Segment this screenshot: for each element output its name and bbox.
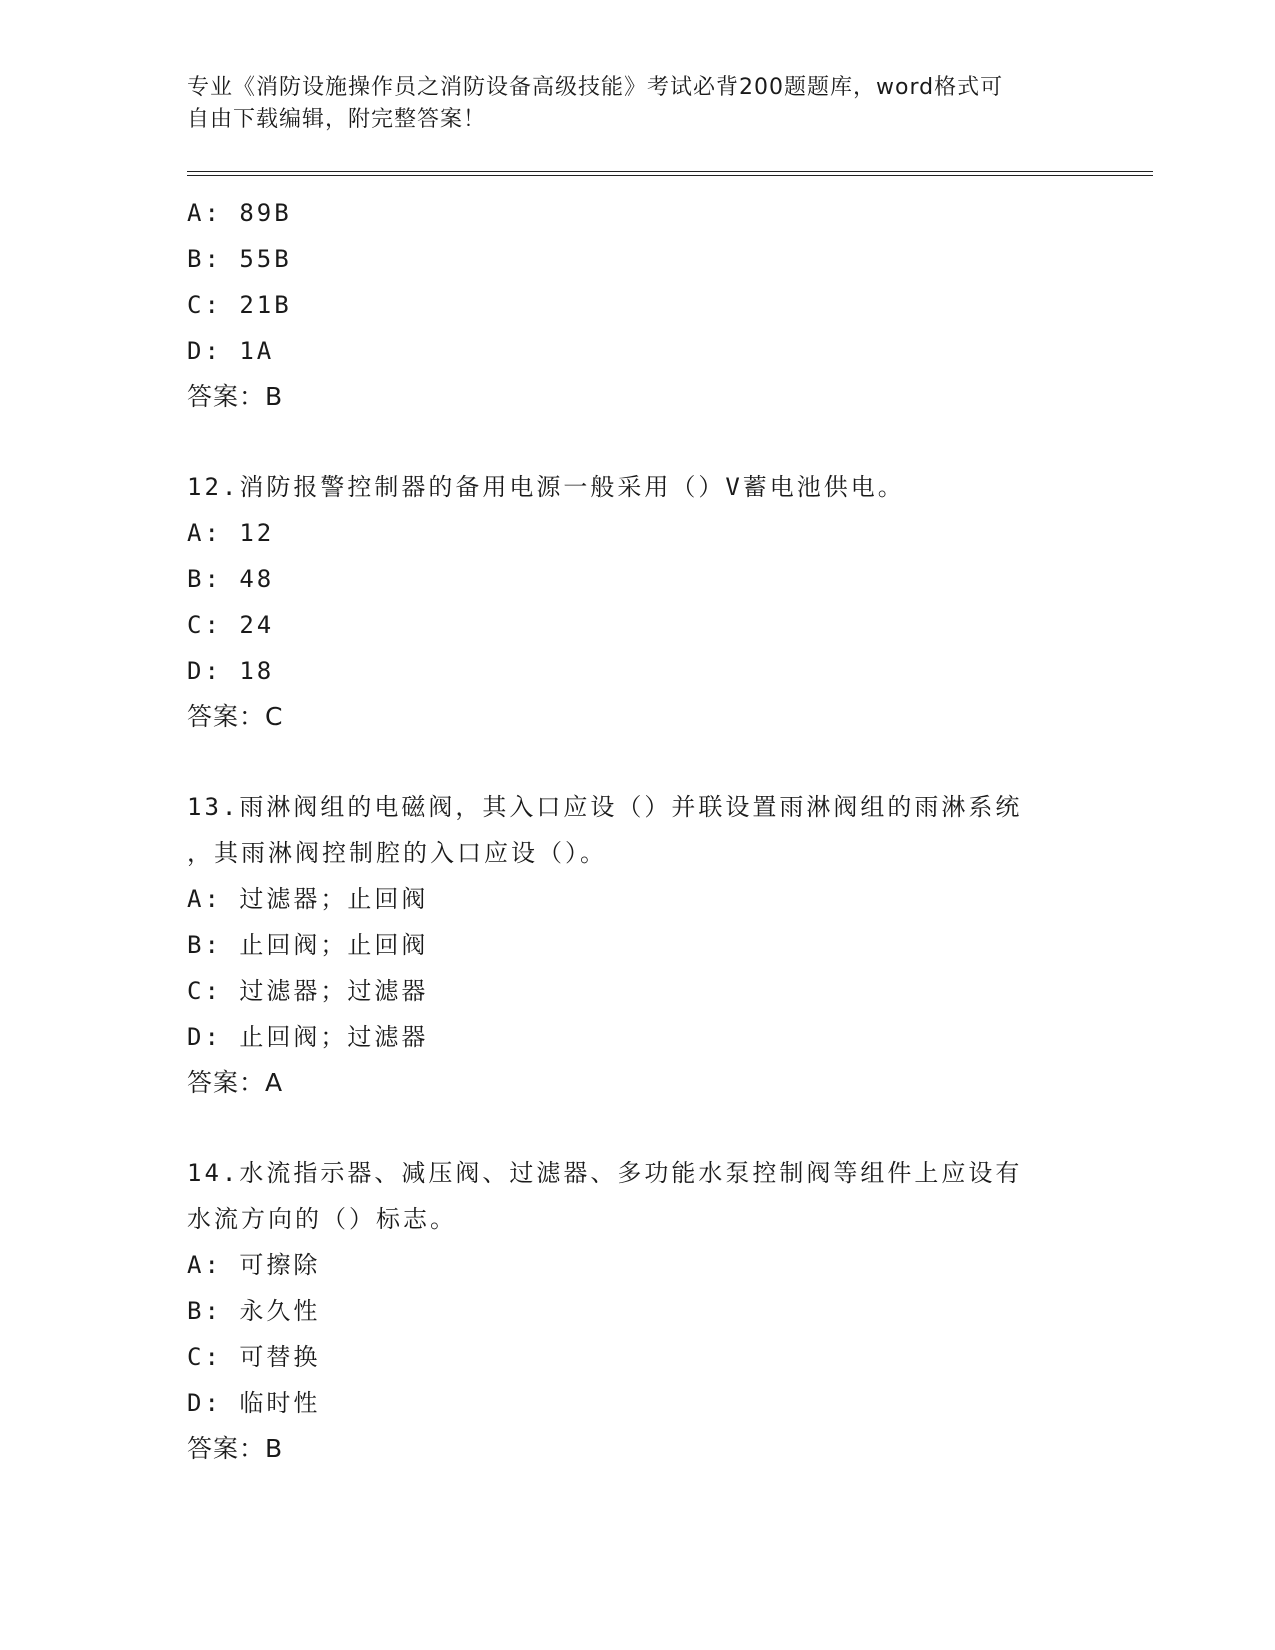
option-b: B: 止回阀；止回阀 [187, 931, 429, 959]
option-c: C: 过滤器；过滤器 [187, 977, 429, 1005]
option-d: D: 18 [187, 657, 275, 685]
option-b: B: 48 [187, 565, 275, 593]
option-d: D: 1A [187, 337, 275, 365]
question-text-line-2: ，其雨淋阀控制腔的入口应设（）。 [187, 839, 607, 867]
spacer [187, 740, 1087, 784]
option-b: B: 55B [187, 245, 292, 273]
option-a: A: 过滤器；止回阀 [187, 885, 429, 913]
header-line-2: 自由下载编辑，附完整答案！ [187, 107, 487, 132]
option-b: B: 永久性 [187, 1297, 321, 1325]
question-text-line-1: 14.水流指示器、减压阀、过滤器、多功能水泵控制阀等组件上应设有 [187, 1159, 1023, 1187]
option-a: A: 89B [187, 199, 292, 227]
header-rule-top [187, 171, 1153, 172]
spacer [187, 1106, 1087, 1150]
answer: 答案：B [187, 382, 284, 411]
option-a: A: 可擦除 [187, 1251, 321, 1279]
question-text-line-2: 水流方向的（）标志。 [187, 1205, 457, 1233]
header-line-1: 专业《消防设施操作员之消防设备高级技能》考试必背200题题库，word格式可 [187, 75, 1004, 100]
option-c: C: 21B [187, 291, 292, 319]
question-text: 12.消防报警控制器的备用电源一般采用（）V蓄电池供电。 [187, 473, 905, 501]
answer: 答案：C [187, 702, 284, 731]
option-a: A: 12 [187, 519, 275, 547]
header-rule-bottom [187, 175, 1153, 176]
question-11 [187, 190, 1087, 420]
question-13 [187, 784, 1087, 1106]
question-text-line-1: 13.雨淋阀组的电磁阀，其入口应设（）并联设置雨淋阀组的雨淋系统 [187, 793, 1023, 821]
option-d: D: 止回阀；过滤器 [187, 1023, 429, 1051]
question-14 [187, 1150, 1087, 1472]
option-c: C: 24 [187, 611, 275, 639]
option-c: C: 可替换 [187, 1343, 321, 1371]
spacer [187, 420, 1087, 464]
option-d: D: 临时性 [187, 1389, 321, 1417]
question-12 [187, 464, 1087, 740]
document-header [187, 72, 1067, 136]
answer: 答案：B [187, 1434, 284, 1463]
answer: 答案：A [187, 1068, 284, 1097]
question-list [187, 190, 1087, 1472]
